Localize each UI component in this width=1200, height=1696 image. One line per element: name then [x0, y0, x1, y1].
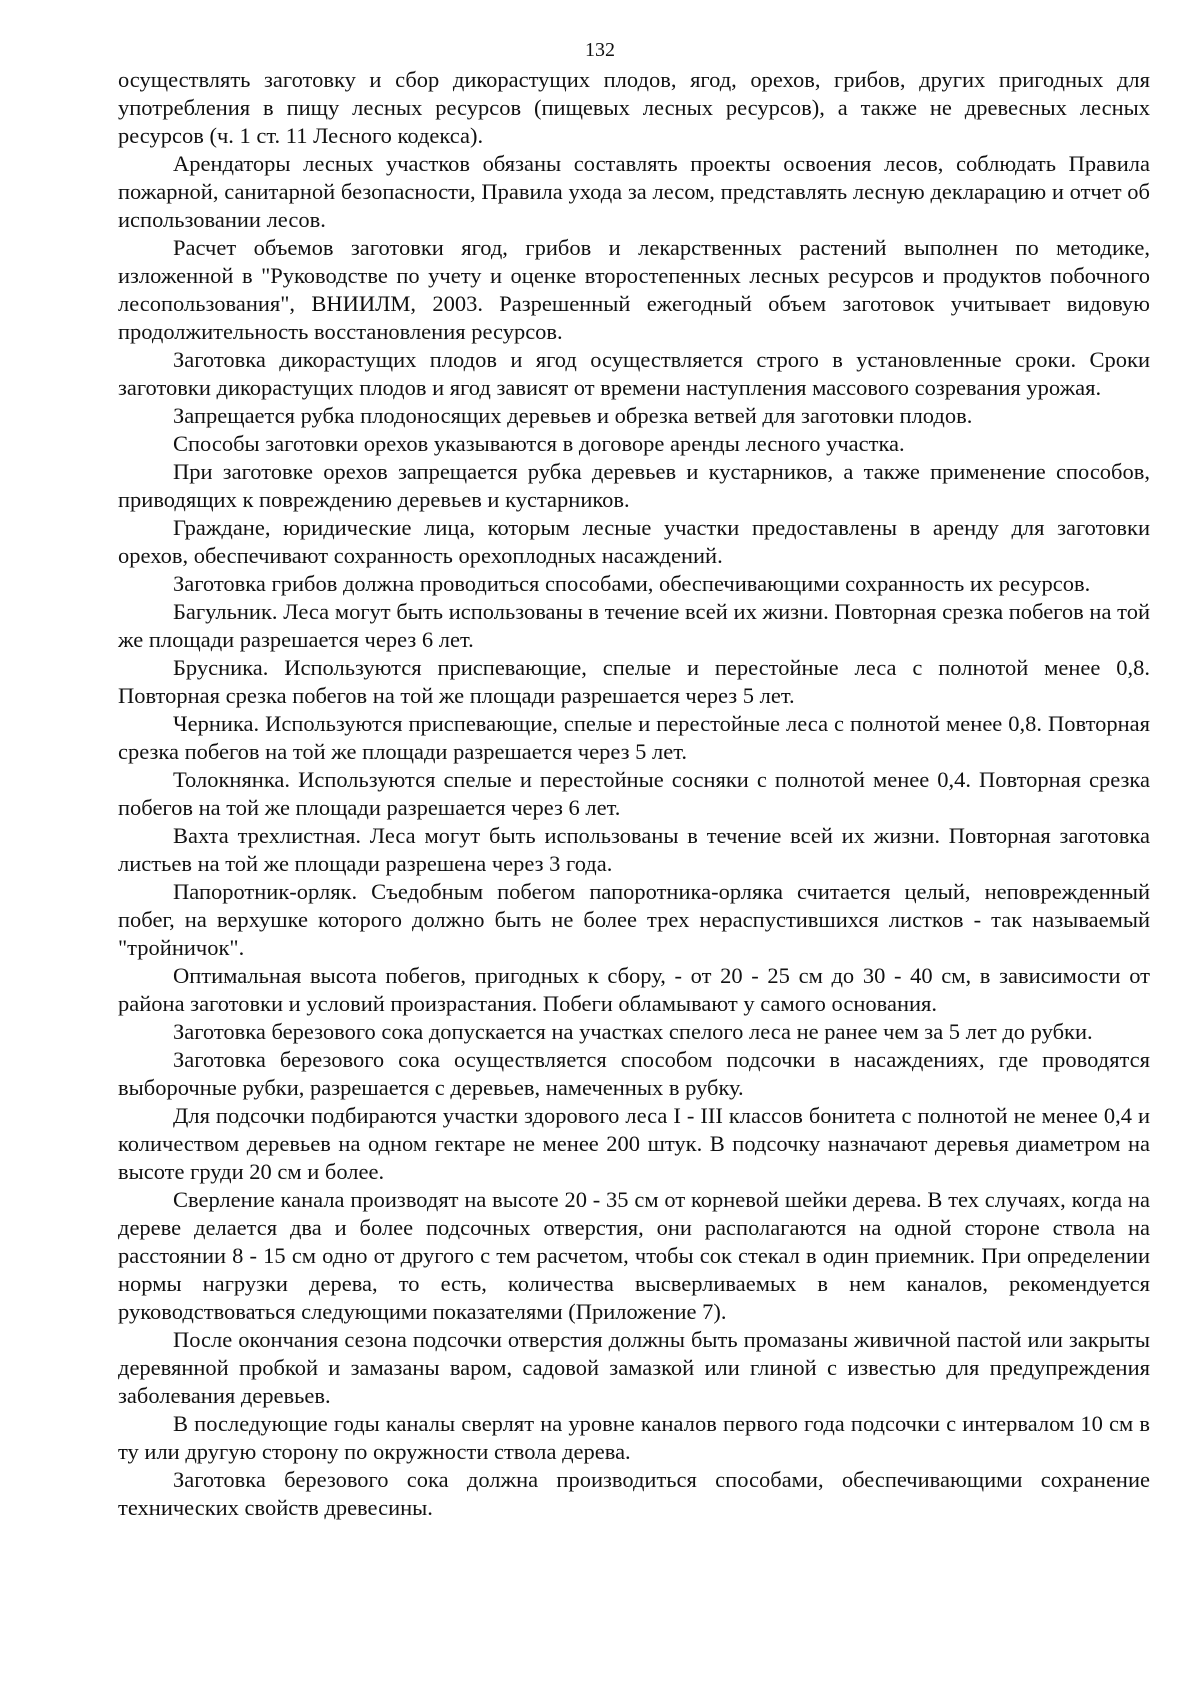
- paragraph: При заготовке орехов запрещается рубка деревьев и кустарников, а также применение способов, приводящих к повреждению деревьев и кустарников.: [118, 459, 1150, 512]
- paragraph: Арендаторы лесных участков обязаны составлять проекты освоения лесов, соблюдать Правила пожарной, санитарной безопасности, Правила ухода за лесом, представлять лесную декларацию и отчет об использовании лесов.: [118, 151, 1150, 232]
- paragraph: Оптимальная высота побегов, пригодных к сбору, - от 20 - 25 см до 30 - 40 см, в зависимости от района заготовки и условий произрастания. Побеги обламывают у самого основания.: [118, 963, 1150, 1016]
- body-text: [118, 66, 1150, 1522]
- paragraph: Толокнянка. Используются спелые и перестойные сосняки с полнотой менее 0,4. Повторная срезка побегов на той же площади разрешается через 6 лет.: [118, 767, 1150, 820]
- paragraph: Багульник. Леса могут быть использованы в течение всей их жизни. Повторная срезка побегов на той же площади разрешается через 6 лет.: [118, 599, 1150, 652]
- paragraph: В последующие годы каналы сверлят на уровне каналов первого года подсочки с интервалом 10 см в ту или другую сторону по окружности ствола дерева.: [118, 1411, 1150, 1464]
- paragraph: Сверление канала производят на высоте 20 - 35 см от корневой шейки дерева. В тех случаях, когда на дереве делается два и более подсочных отверстия, они располагаются на одной стороне ствола на расстоянии 8 - 15 см одно от другого с тем расчетом, чтобы сок стекал в один приемник. При определении нормы нагрузки дерева, то есть, количества высверливаемых в нем каналов, рекомендуется руководствоваться следующими показателями (Приложение 7).: [118, 1187, 1150, 1324]
- paragraph: Заготовка березового сока осуществляется способом подсочки в насаждениях, где проводятся выборочные рубки, разрешается с деревьев, намеченных в рубку.: [118, 1047, 1150, 1100]
- paragraph: Заготовка грибов должна проводиться способами, обеспечивающими сохранность их ресурсов.: [173, 571, 1091, 596]
- paragraph: Брусника. Используются приспевающие, спелые и перестойные леса с полнотой менее 0,8. Повторная срезка побегов на той же площади разрешается через 5 лет.: [118, 655, 1150, 708]
- paragraph: Заготовка березового сока должна производиться способами, обеспечивающими сохранение технических свойств древесины.: [118, 1467, 1150, 1520]
- paragraph: Папоротник-орляк. Съедобным побегом папоротника-орляка считается целый, неповрежденный побег, на верхушке которого должно быть не более трех нераспустившихся листков - так называемый "тройничок".: [118, 879, 1150, 960]
- paragraph: Заготовка дикорастущих плодов и ягод осуществляется строго в установленные сроки. Сроки заготовки дикорастущих плодов и ягод зависят от времени наступления массового созревания урожая.: [118, 347, 1150, 400]
- paragraph: осуществлять заготовку и сбор дикорастущих плодов, ягод, орехов, грибов, других пригодных для употребления в пищу лесных ресурсов (пищевых лесных ресурсов), а также не древесных лесных ресурсов (ч. 1 ст. 11 Лесного кодекса).: [118, 67, 1150, 148]
- paragraph: Расчет объемов заготовки ягод, грибов и лекарственных растений выполнен по методике, изложенной в "Руководстве по учету и оценке второстепенных лесных ресурсов и продуктов побочного лесопользования", ВНИИЛМ, 2003. Разрешенный ежегодный объем заготовок учитывает видовую продолжительность восстановления ресурсов.: [118, 235, 1150, 344]
- paragraph: После окончания сезона подсочки отверстия должны быть промазаны живичной пастой или закрыты деревянной пробкой и замазаны варом, садовой замазкой или глиной с известью для предупреждения заболевания деревьев.: [118, 1327, 1150, 1408]
- paragraph: Заготовка березового сока допускается на участках спелого леса не ранее чем за 5 лет до рубки.: [173, 1019, 1093, 1044]
- paragraph: Вахта трехлистная. Леса могут быть использованы в течение всей их жизни. Повторная заготовка листьев на той же площади разрешена через 3 года.: [118, 823, 1150, 876]
- paragraph: Способы заготовки орехов указываются в договоре аренды лесного участка.: [173, 431, 905, 456]
- paragraph: Для подсочки подбираются участки здорового леса I - III классов бонитета с полнотой не менее 0,4 и количеством деревьев на одном гектаре не менее 200 штук. В подсочку назначают деревья диаметром на высоте груди 20 см и более.: [118, 1103, 1150, 1184]
- paragraph: Черника. Используются приспевающие, спелые и перестойные леса с полнотой менее 0,8. Повторная срезка побегов на той же площади разрешается через 5 лет.: [118, 711, 1150, 764]
- paragraph: Запрещается рубка плодоносящих деревьев и обрезка ветвей для заготовки плодов.: [173, 403, 973, 428]
- paragraph: Граждане, юридические лица, которым лесные участки предоставлены в аренду для заготовки орехов, обеспечивают сохранность орехоплодных насаждений.: [118, 515, 1150, 568]
- page-number: 132: [585, 39, 615, 61]
